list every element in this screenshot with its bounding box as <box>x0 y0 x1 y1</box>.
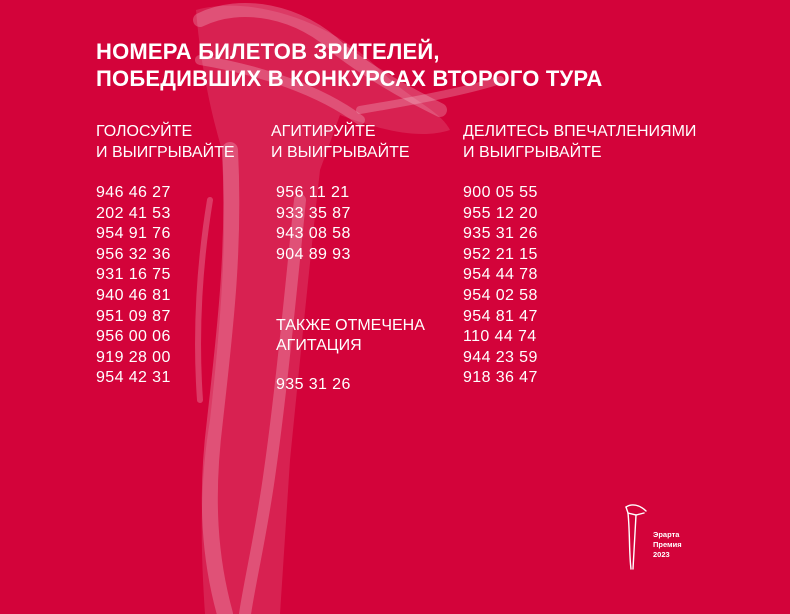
logo-text-line: Премия <box>653 540 682 549</box>
column-heading-campaign <box>271 121 410 163</box>
column-heading-line: И ВЫИГРЫВАЙТЕ <box>271 144 410 161</box>
ticket-number: 931 16 75 <box>96 266 171 284</box>
erarta-prize-logo <box>620 503 700 573</box>
ticket-number: 918 36 47 <box>463 369 538 387</box>
logo-text <box>653 530 682 560</box>
ticket-number: 956 32 36 <box>96 245 171 263</box>
also-noted-heading-line: АГИТАЦИЯ <box>276 337 362 354</box>
ticket-number-list <box>463 183 696 389</box>
ticket-number: 900 05 55 <box>463 184 538 201</box>
ticket-number: 955 12 20 <box>463 204 538 222</box>
column-heading-share <box>463 121 696 163</box>
ticket-number: 956 00 06 <box>96 328 171 346</box>
logo-text-line: Эрарта <box>653 530 680 539</box>
title-line-2: ПОБЕДИВШИХ В КОНКУРСАХ ВТОРОГО ТУРА <box>96 66 603 91</box>
ticket-number: 933 35 87 <box>276 204 351 222</box>
ticket-number: 951 09 87 <box>96 307 171 325</box>
page-title <box>96 38 602 92</box>
ticket-number: 954 42 31 <box>96 369 171 387</box>
also-noted-heading-line: ТАКЖЕ ОТМЕЧЕНА <box>276 317 425 334</box>
ticket-number: 954 44 78 <box>463 266 538 284</box>
column-heading-vote <box>96 121 235 163</box>
ticket-number: 935 31 26 <box>463 225 538 243</box>
column-heading-line: И ВЫИГРЫВАЙТЕ <box>96 144 235 161</box>
column-heading-line: АГИТИРУЙТЕ <box>271 123 376 140</box>
column-vote <box>96 121 235 389</box>
ticket-number: 956 11 21 <box>276 184 350 201</box>
title-line-1: НОМЕРА БИЛЕТОВ ЗРИТЕЛЕЙ, <box>96 39 440 64</box>
ticket-number: 904 89 93 <box>276 245 351 263</box>
ticket-number: 954 81 47 <box>463 307 538 325</box>
ticket-number-list <box>96 183 235 389</box>
statuette-icon <box>620 503 650 573</box>
column-share <box>463 121 696 389</box>
logo-text-line: 2023 <box>653 550 670 559</box>
ticket-number: 954 02 58 <box>463 286 538 304</box>
also-noted-ticket-number: 935 31 26 <box>276 376 351 393</box>
ticket-number: 943 08 58 <box>276 225 351 243</box>
ticket-number-list <box>271 183 410 265</box>
ticket-number: 954 91 76 <box>96 225 171 243</box>
column-campaign <box>271 121 410 265</box>
ticket-number: 952 21 15 <box>463 245 538 263</box>
also-noted-heading <box>276 316 425 356</box>
ticket-number: 919 28 00 <box>96 348 171 366</box>
column-heading-line: ГОЛОСУЙТЕ <box>96 123 193 140</box>
ticket-number: 946 46 27 <box>96 184 171 201</box>
column-heading-line: ДЕЛИТЕСЬ ВПЕЧАТЛЕНИЯМИ <box>463 123 697 140</box>
ticket-number: 110 44 74 <box>463 328 537 346</box>
column-heading-line: И ВЫИГРЫВАЙТЕ <box>463 144 602 161</box>
ticket-number: 202 41 53 <box>96 204 171 222</box>
ticket-number: 944 23 59 <box>463 348 538 366</box>
ticket-number: 940 46 81 <box>96 286 171 304</box>
